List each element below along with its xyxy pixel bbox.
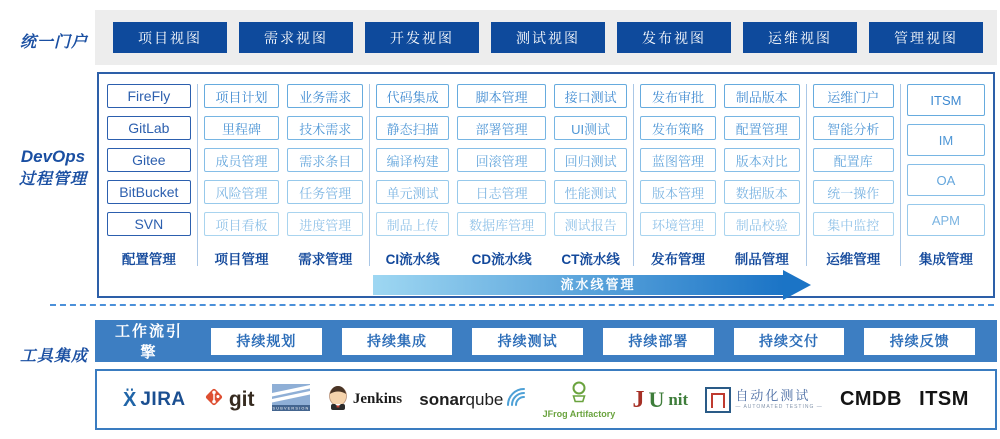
group-release-artifact [640,84,799,266]
dashed-divider [50,304,994,306]
subversion-label: SUBVERSION [272,406,310,411]
view-button-project[interactable]: 项目视图 [113,22,227,53]
jfrog-label: JFrog Artifactory [542,408,616,419]
stage-continuous-testing[interactable]: 持续测试 [472,328,583,355]
sonarqube-label-tail: qube [465,389,504,409]
stage-continuous-integration[interactable]: 持续集成 [342,328,453,355]
process-item[interactable]: 日志管理 [457,180,546,204]
stage-continuous-planning[interactable]: 持续规划 [211,328,322,355]
process-item[interactable]: UI测试 [554,116,627,140]
pipeline-arrow-label: 流水线管理 [560,277,636,292]
stage-continuous-deployment[interactable]: 持续部署 [603,328,714,355]
junit-j: J [632,386,645,413]
vertical-divider [633,84,634,266]
column-ct-pipeline [554,84,627,266]
process-item[interactable]: 项目计划 [204,84,280,108]
process-item[interactable]: 制品上传 [376,212,449,236]
jfrog-artifactory-logo [543,381,616,419]
column-artifact-mgmt [724,84,800,266]
jira-icon: Ẍ [123,388,137,411]
jenkins-label: Jenkins [352,391,403,407]
column-title-cd: CD流水线 [471,252,532,267]
group-pipelines [376,84,627,266]
process-item[interactable]: 制品版本 [724,84,800,108]
column-ci-pipeline [376,84,449,266]
column-config-mgmt [107,84,191,266]
sonarqube-label-bold: sonar [419,389,466,409]
stage-continuous-delivery[interactable]: 持续交付 [734,328,845,355]
group-project-req [204,84,363,266]
process-item[interactable]: 版本对比 [724,148,800,172]
process-item[interactable]: 进度管理 [287,212,363,236]
process-item[interactable]: 静态扫描 [376,116,449,140]
vertical-divider [369,84,370,266]
sonarqube-label [419,390,503,410]
stage-continuous-feedback[interactable]: 持续反馈 [864,328,975,355]
process-item[interactable]: 代码集成 [376,84,449,108]
group-ops [813,84,894,266]
process-item[interactable]: 发布审批 [640,84,716,108]
jenkins-logo [327,384,402,416]
process-item[interactable]: OA [907,164,985,196]
process-item[interactable]: 需求条目 [287,148,363,172]
process-item[interactable]: 版本管理 [640,180,716,204]
column-project-mgmt [204,84,280,266]
process-item[interactable]: ITSM [907,84,985,116]
process-item[interactable]: 制品校验 [724,212,800,236]
column-cd-pipeline [457,84,546,266]
process-item[interactable]: Gitee [107,148,191,172]
process-item[interactable]: 回滚管理 [457,148,546,172]
column-title-ci: CI流水线 [385,252,440,267]
column-requirement-mgmt [287,84,363,266]
workflow-engine-bar [95,320,997,362]
view-button-test[interactable]: 测试视图 [491,22,605,53]
process-item[interactable]: 配置库 [813,148,894,172]
process-item[interactable]: 编译构建 [376,148,449,172]
sonar-waves-icon [507,388,525,411]
column-title-requirement: 需求管理 [298,252,353,267]
sonarqube-logo [419,388,525,411]
column-title-release: 发布管理 [651,252,706,267]
process-item[interactable]: 测试报告 [554,212,627,236]
column-release-mgmt [640,84,716,266]
process-item[interactable]: BitBucket [107,180,191,204]
process-item[interactable]: 智能分析 [813,116,894,140]
vertical-divider [806,84,807,266]
git-logo [203,386,255,413]
vertical-divider [900,84,901,266]
process-panel [97,72,995,298]
process-item[interactable]: 集中监控 [813,212,894,236]
process-side-label [8,146,98,191]
cmdb-logo: CMDB [839,388,902,410]
process-item[interactable]: 任务管理 [287,180,363,204]
group-integration [907,84,985,266]
process-item[interactable]: 配置管理 [724,116,800,140]
process-item[interactable]: 回归测试 [554,148,627,172]
subversion-icon [272,384,310,416]
view-button-manage[interactable]: 管理视图 [869,22,983,53]
process-item[interactable]: 里程碑 [204,116,280,140]
pipeline-arrow [373,273,811,297]
column-title-integration: 集成管理 [918,252,973,267]
process-item[interactable]: GitLab [107,116,191,140]
automated-testing-label-en: — AUTOMATED TESTING — [735,404,823,411]
process-item[interactable]: 运维门户 [813,84,894,108]
automated-testing-icon [705,387,731,413]
automated-testing-label-zh: 自动化测试 [735,388,811,404]
process-side-label-en: DevOps [20,147,86,166]
view-button-requirement[interactable]: 需求视图 [239,22,353,53]
process-columns [99,74,993,266]
portal-band [95,10,997,65]
process-item[interactable]: SVN [107,212,191,236]
git-icon [203,386,225,413]
view-button-ops[interactable]: 运维视图 [743,22,857,53]
process-item[interactable]: 单元测试 [376,180,449,204]
process-item[interactable]: 环境管理 [640,212,716,236]
process-item[interactable]: FireFly [107,84,191,108]
jenkins-icon [327,384,349,416]
process-item[interactable]: 脚本管理 [457,84,546,108]
process-item[interactable]: 部署管理 [457,116,546,140]
column-title-ops: 运维管理 [826,252,881,267]
tools-side-label: 工具集成 [19,348,88,365]
process-item[interactable]: 项目看板 [204,212,280,236]
process-item[interactable]: 发布策略 [640,116,716,140]
process-item[interactable]: 统一操作 [813,180,894,204]
process-item[interactable]: 蓝图管理 [640,148,716,172]
process-item[interactable]: 数据库管理 [457,212,546,236]
git-label: git [228,388,255,411]
process-item[interactable]: 性能测试 [554,180,627,204]
column-integration-mgmt [907,84,985,266]
vertical-divider [197,84,198,266]
process-item[interactable]: 风险管理 [204,180,280,204]
column-title-artifact: 制品管理 [734,252,789,267]
jira-logo [123,389,186,411]
process-item[interactable]: 接口测试 [554,84,627,108]
jfrog-icon [567,381,591,408]
portal-side-label: 统一门户 [19,34,88,51]
view-button-release[interactable]: 发布视图 [617,22,731,53]
process-item[interactable]: IM [907,124,985,156]
process-item[interactable]: 技术需求 [287,116,363,140]
view-button-dev[interactable]: 开发视图 [365,22,479,53]
junit-logo [632,388,688,412]
process-item[interactable]: 业务需求 [287,84,363,108]
column-title-config: 配置管理 [121,252,176,267]
column-title-project: 项目管理 [214,252,269,267]
subversion-logo [272,384,310,416]
itsm-logo: ITSM [919,388,969,410]
process-side-label-zh: 过程管理 [18,170,87,188]
junit-u: U [648,386,665,412]
process-item[interactable]: 数据版本 [724,180,800,204]
workflow-engine-label: 工作流引擎 [114,323,183,361]
pipeline-arrow-head [783,270,811,300]
automated-testing-logo [705,387,822,413]
junit-rest: nit [668,390,689,409]
jira-label: JIRA [140,388,186,410]
group-config [107,84,191,266]
tool-logos-strip [95,369,997,430]
process-item[interactable]: APM [907,204,985,236]
column-title-ct: CT流水线 [561,252,620,267]
column-ops-mgmt [813,84,894,266]
process-item[interactable]: 成员管理 [204,148,280,172]
